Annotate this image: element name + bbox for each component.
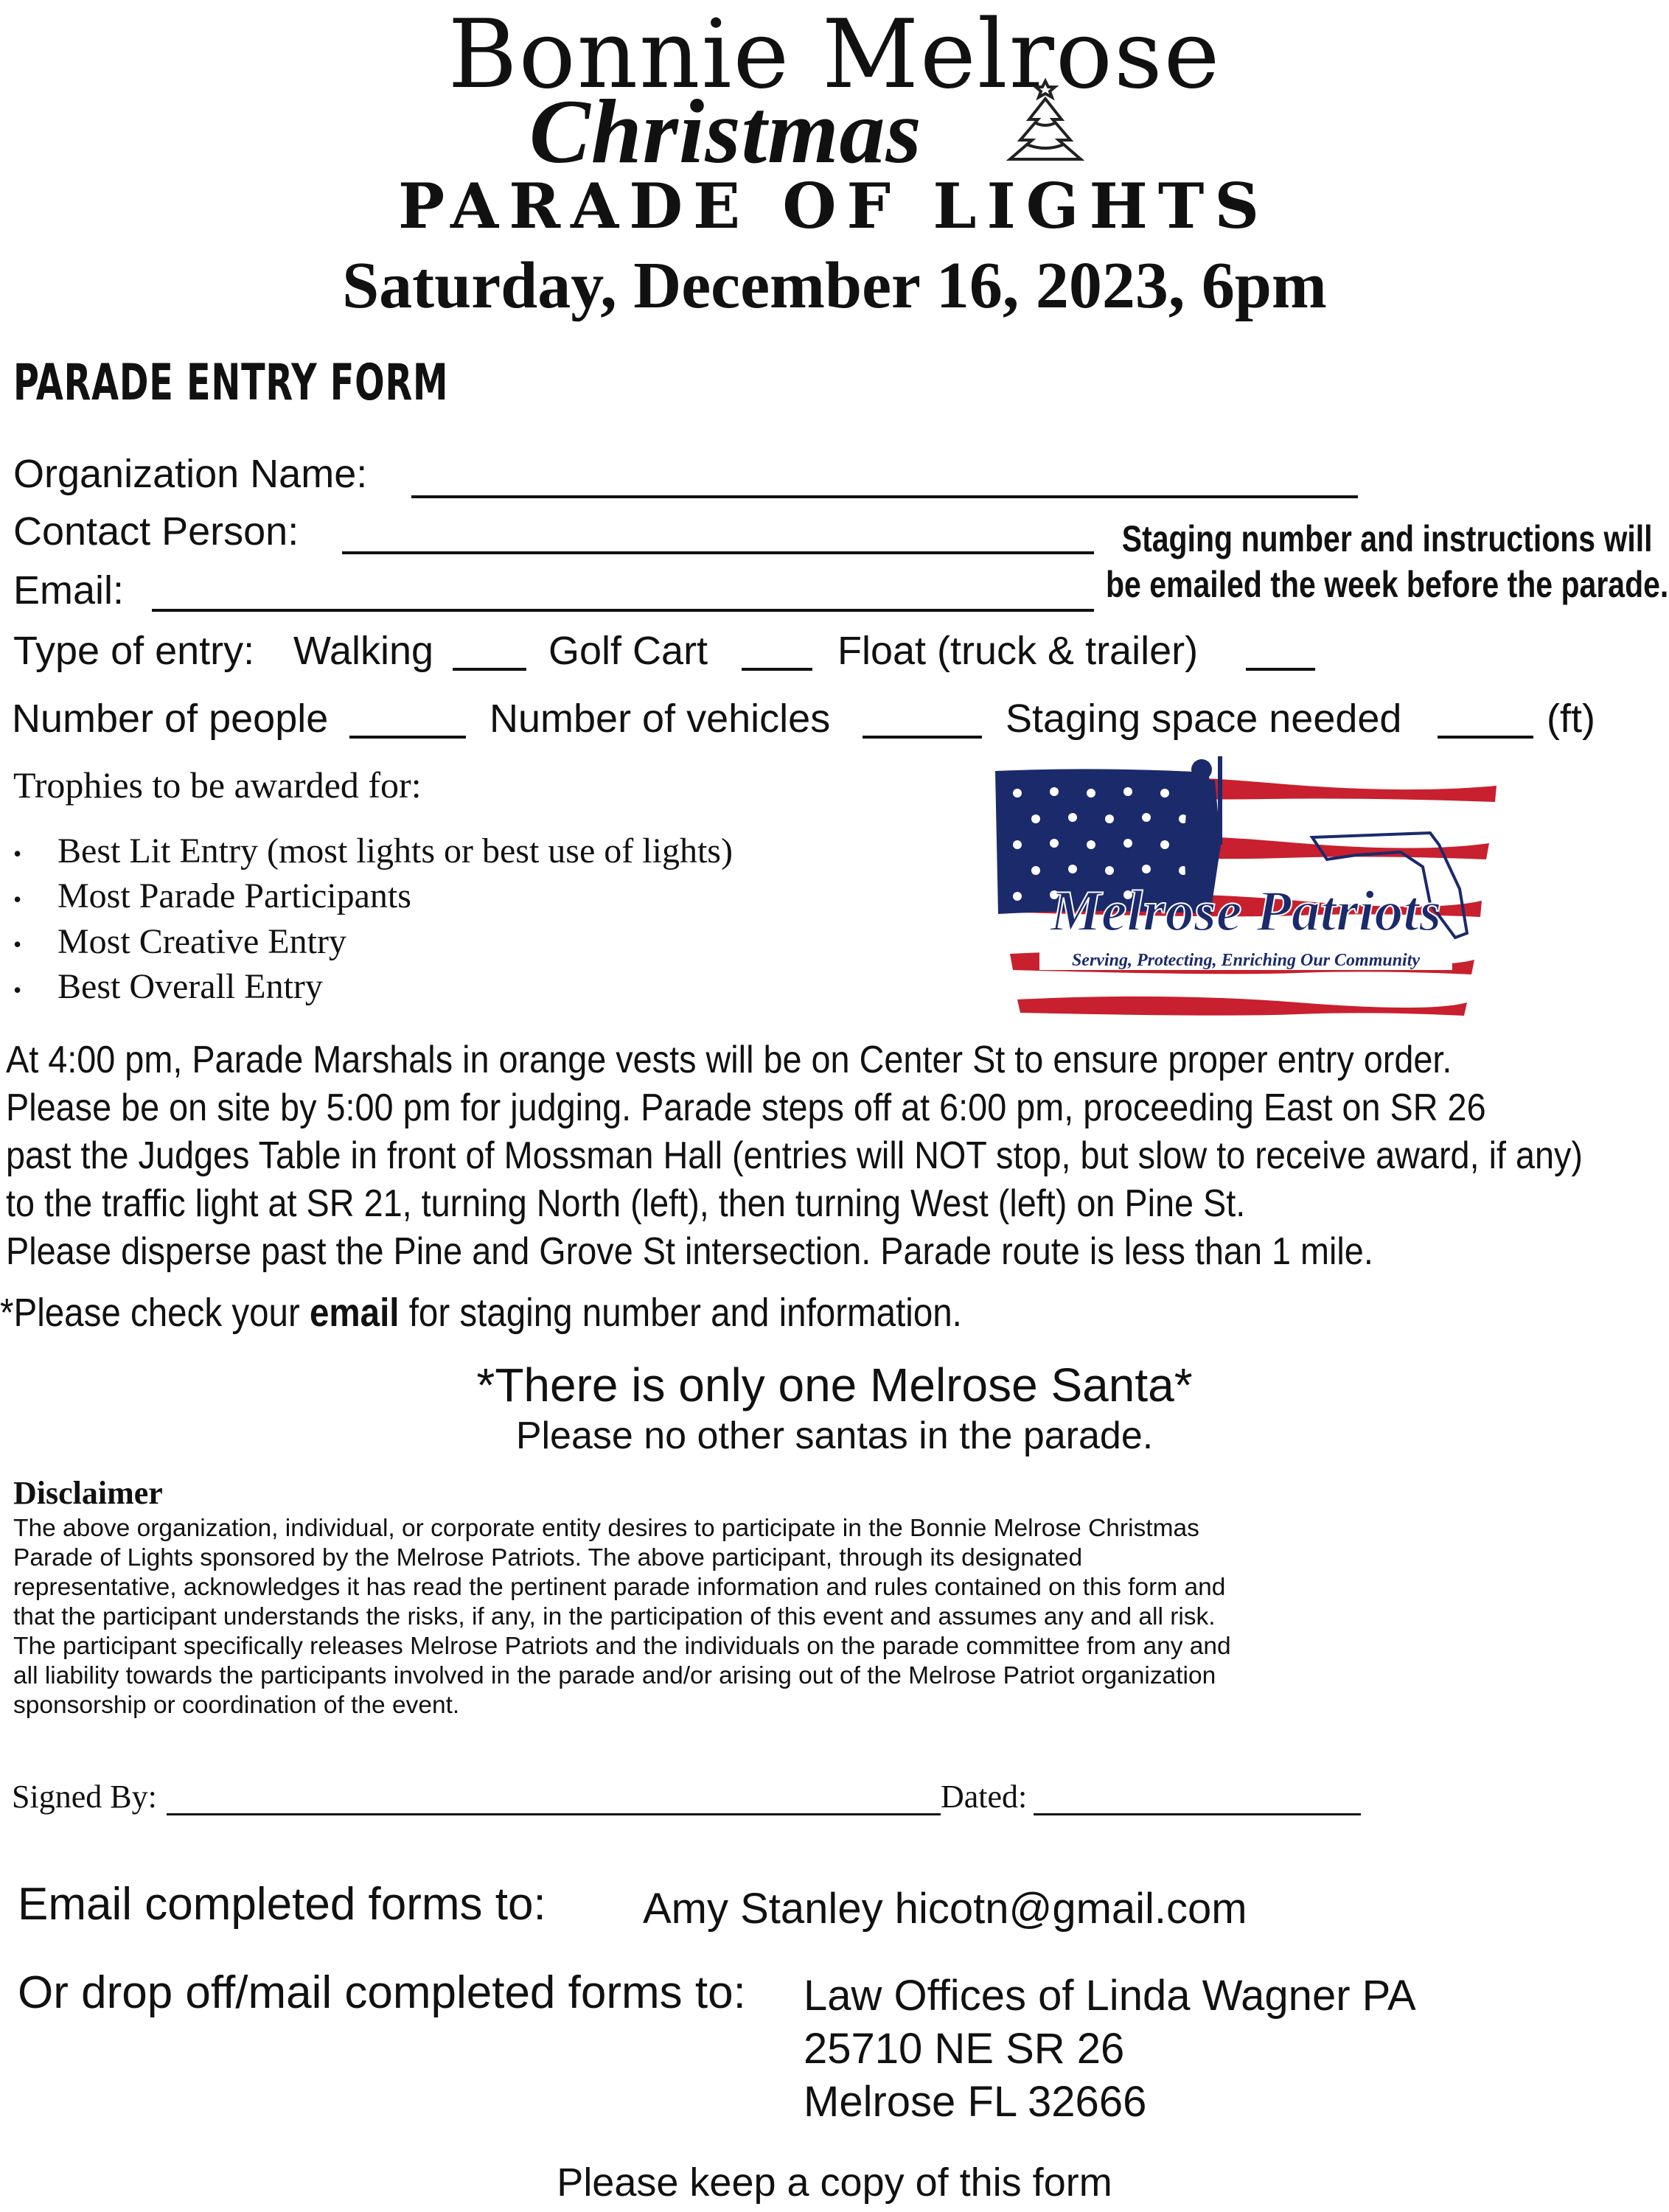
organization-name-field[interactable] bbox=[411, 495, 1358, 498]
info-line: At 4:00 pm, Parade Marshals in orange vests will be on Center St to ensure proper entry order. bbox=[6, 1039, 1452, 1081]
santa-subnotice: Please no other santas in the parade. bbox=[515, 1414, 1154, 1457]
float-field[interactable] bbox=[1246, 668, 1315, 671]
staging-space-field[interactable] bbox=[1438, 736, 1533, 739]
address-line: Melrose FL 32666 bbox=[804, 2078, 1147, 2126]
event-subtitle-christmas: Christmas bbox=[529, 81, 922, 182]
disclaimer-line: The above organization, individual, or corporate entity desires to participate in the Bonnie Melrose Christmas bbox=[13, 1515, 1199, 1542]
list-item: • Most Parade Participants bbox=[13, 875, 733, 920]
address-line: 25710 NE SR 26 bbox=[804, 2025, 1125, 2073]
number-of-vehicles-field[interactable] bbox=[863, 736, 982, 739]
list-item: • Most Creative Entry bbox=[13, 921, 733, 966]
staging-note-line1: Staging number and instructions will bbox=[1121, 518, 1653, 559]
staging-note bbox=[1106, 516, 1668, 607]
dated-field[interactable] bbox=[1034, 1813, 1361, 1815]
golf-cart-field[interactable] bbox=[742, 668, 812, 671]
parade-info bbox=[6, 1036, 1583, 1276]
walking-field[interactable] bbox=[453, 668, 526, 671]
disclaimer-line: representative, acknowledges it has read the pertinent parade information and rules contained on this form and bbox=[13, 1574, 1226, 1601]
signed-by-field[interactable] bbox=[167, 1813, 941, 1815]
info-line: past the Judges Table in front of Mossman Hall (entries will NOT stop, but slow to receive award, if any) bbox=[6, 1134, 1583, 1177]
event-title: Bonnie Melrose bbox=[447, 0, 1222, 110]
signed-by-label: Signed By: bbox=[12, 1779, 157, 1815]
trophies-list bbox=[13, 830, 733, 1011]
check-email-bold: email bbox=[309, 1291, 400, 1335]
staging-space-label: Staging space needed bbox=[1006, 697, 1402, 741]
email-label: Email: bbox=[13, 568, 125, 613]
keep-copy-note: Please keep a copy of this form bbox=[557, 2160, 1112, 2205]
trophies-heading: Trophies to be awarded for: bbox=[13, 764, 422, 806]
dropoff-forms-label: Or drop off/mail completed forms to: bbox=[18, 1967, 746, 2018]
logo-tagline: Serving, Protecting, Enriching Our Community bbox=[1071, 951, 1421, 970]
santa-notice: *There is only one Melrose Santa* bbox=[476, 1358, 1193, 1412]
info-line: to the traffic light at SR 21, turning North (left), then turning West (left) on Pine St. bbox=[6, 1182, 1246, 1225]
list-item: • Best Overall Entry bbox=[13, 966, 733, 1011]
entry-type-label: Type of entry: bbox=[13, 629, 255, 673]
logo-name: Melrose Patriots bbox=[1050, 879, 1442, 943]
event-date: Saturday, December 16, 2023, 6pm bbox=[342, 249, 1327, 322]
event-subtitle-parade-of-lights: PARADE OF LIGHTS bbox=[398, 170, 1270, 243]
number-of-people-field[interactable] bbox=[349, 736, 466, 739]
info-line: Please disperse past the Pine and Grove St intersection. Parade route is less than 1 mile. bbox=[6, 1230, 1373, 1273]
melrose-patriots-logo bbox=[988, 756, 1504, 1022]
feet-unit-label: (ft) bbox=[1547, 697, 1595, 741]
check-email-post: for staging number and information. bbox=[399, 1291, 962, 1335]
check-email-pre: *Please check your bbox=[0, 1291, 310, 1335]
number-of-vehicles-label: Number of vehicles bbox=[489, 697, 831, 741]
disclaimer-line: Parade of Lights sponsored by the Melrose Patriots. The above participant, through its designated bbox=[13, 1544, 1083, 1571]
contact-person-field[interactable] bbox=[342, 551, 1094, 554]
contact-person-label: Contact Person: bbox=[13, 509, 299, 554]
email-forms-label: Email completed forms to: bbox=[18, 1879, 546, 1930]
email-forms-contact[interactable]: Amy Stanley hicotn@gmail.com bbox=[643, 1885, 1247, 1933]
staging-note-line2: be emailed the week before the parade. bbox=[1106, 564, 1669, 605]
dated-label: Dated: bbox=[941, 1779, 1028, 1815]
form-title: PARADE ENTRY FORM bbox=[13, 354, 449, 412]
list-item: • Best Lit Entry (most lights or best use of lights) bbox=[13, 830, 733, 875]
disclaimer-line: that the participant understands the risks, if any, in the participation of this event and assumes any and all risk. bbox=[13, 1603, 1216, 1630]
disclaimer-title: Disclaimer bbox=[13, 1475, 163, 1511]
check-email-note bbox=[0, 1290, 962, 1336]
float-label: Float (truck & trailer) bbox=[837, 629, 1199, 673]
disclaimer-text bbox=[13, 1514, 1635, 1720]
info-line: Please be on site by 5:00 pm for judging. Parade steps off at 6:00 pm, proceeding East on SR 26 bbox=[6, 1086, 1486, 1129]
disclaimer-line: sponsorship or coordination of the event. bbox=[13, 1692, 460, 1719]
organization-name-label: Organization Name: bbox=[13, 452, 368, 496]
address-line: Law Offices of Linda Wagner PA bbox=[804, 1972, 1416, 2020]
mailing-address bbox=[804, 1969, 1416, 2129]
christmas-tree-icon bbox=[994, 77, 1097, 165]
email-field[interactable] bbox=[152, 609, 1094, 612]
number-of-people-label: Number of people bbox=[12, 697, 329, 741]
walking-label: Walking bbox=[293, 629, 434, 673]
disclaimer-line: The participant specifically releases Melrose Patriots and the individuals on the parade committee from any and bbox=[13, 1633, 1231, 1660]
golf-cart-label: Golf Cart bbox=[548, 629, 708, 673]
disclaimer-line: all liability towards the participants involved in the parade and/or arising out of the Melrose Patriot organization bbox=[13, 1662, 1216, 1689]
